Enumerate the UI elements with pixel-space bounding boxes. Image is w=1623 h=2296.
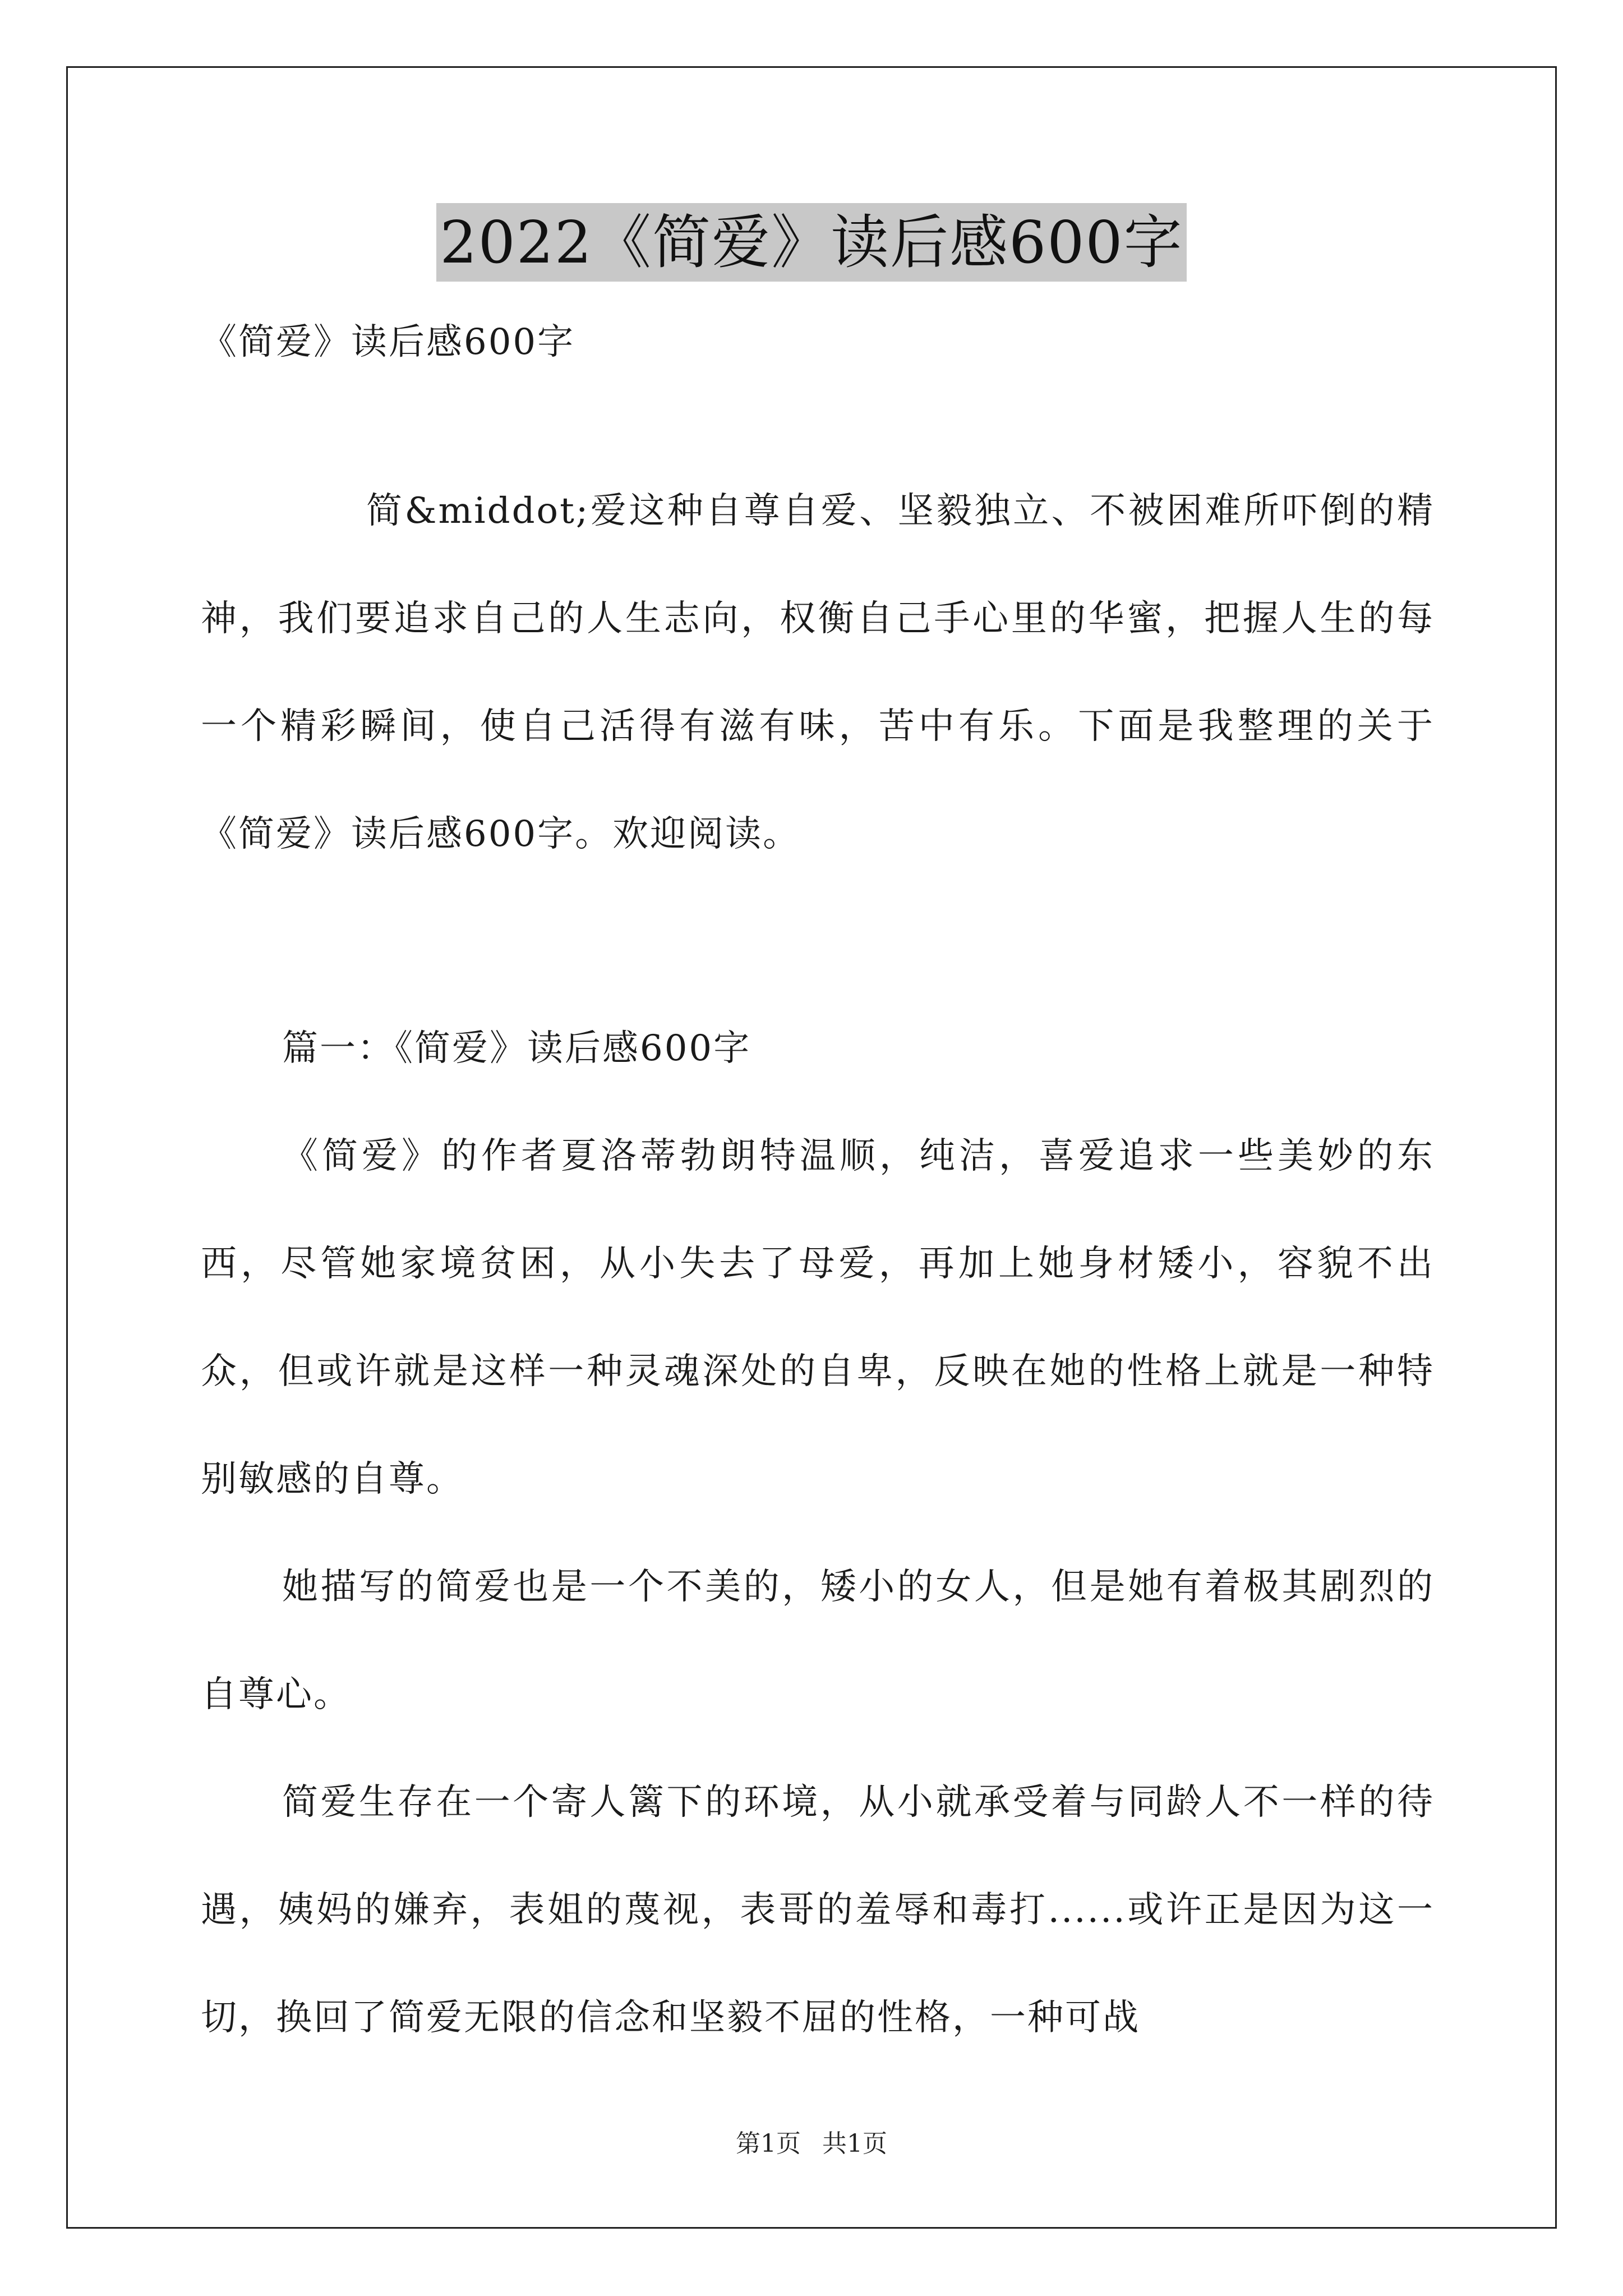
page-total: 共1页 <box>822 2129 887 2158</box>
body-paragraph: 《简爱》的作者夏洛蒂勃朗特温顺，纯洁，喜爱追求一些美妙的东西，尽管她家境贫困，从小失去了母爱，再加上她身材矮小，容貌不出众，但或许就是这样一种灵魂深处的自卑，反映在她的性格上就是一种特别敏感的自尊。 <box>201 1135 1435 1500</box>
document-title: 2022《简爱》读后感600字 <box>436 203 1186 282</box>
title-container <box>0 203 1623 282</box>
section-heading: 篇一：《简爱》读后感600字 <box>282 1028 751 1069</box>
page-footer <box>0 2123 1623 2159</box>
paragraph-spacer <box>201 888 1435 995</box>
body-paragraph: 她描写的简爱也是一个不美的，矮小的女人，但是她有着极其剧烈的自尊心。 <box>201 1566 1435 1715</box>
document-subtitle: 《简爱》读后感600字 <box>201 321 575 363</box>
intro-paragraph: 简&middot;爱这种自尊自爱、坚毅独立、不被困难所吓倒的精神，我们要追求自己的人生志向，权衡自己手心里的华蜜，把握人生的每一个精彩瞬间，使自己活得有滋有味，苦中有乐。下面是我整理的关于《简爱》读后感600字。欢迎阅读。 <box>201 490 1435 855</box>
document-body <box>201 457 1435 2072</box>
body-paragraph: 简爱生存在一个寄人篱下的环境，从小就承受着与同龄人不一样的待遇，姨妈的嫌弃，表姐的蔑视，表哥的羞辱和毒打......或许正是因为这一切，换回了简爱无限的信念和坚毅不屈的性格，一种可战 <box>201 1782 1435 2039</box>
page-number: 第1页 <box>736 2129 801 2158</box>
